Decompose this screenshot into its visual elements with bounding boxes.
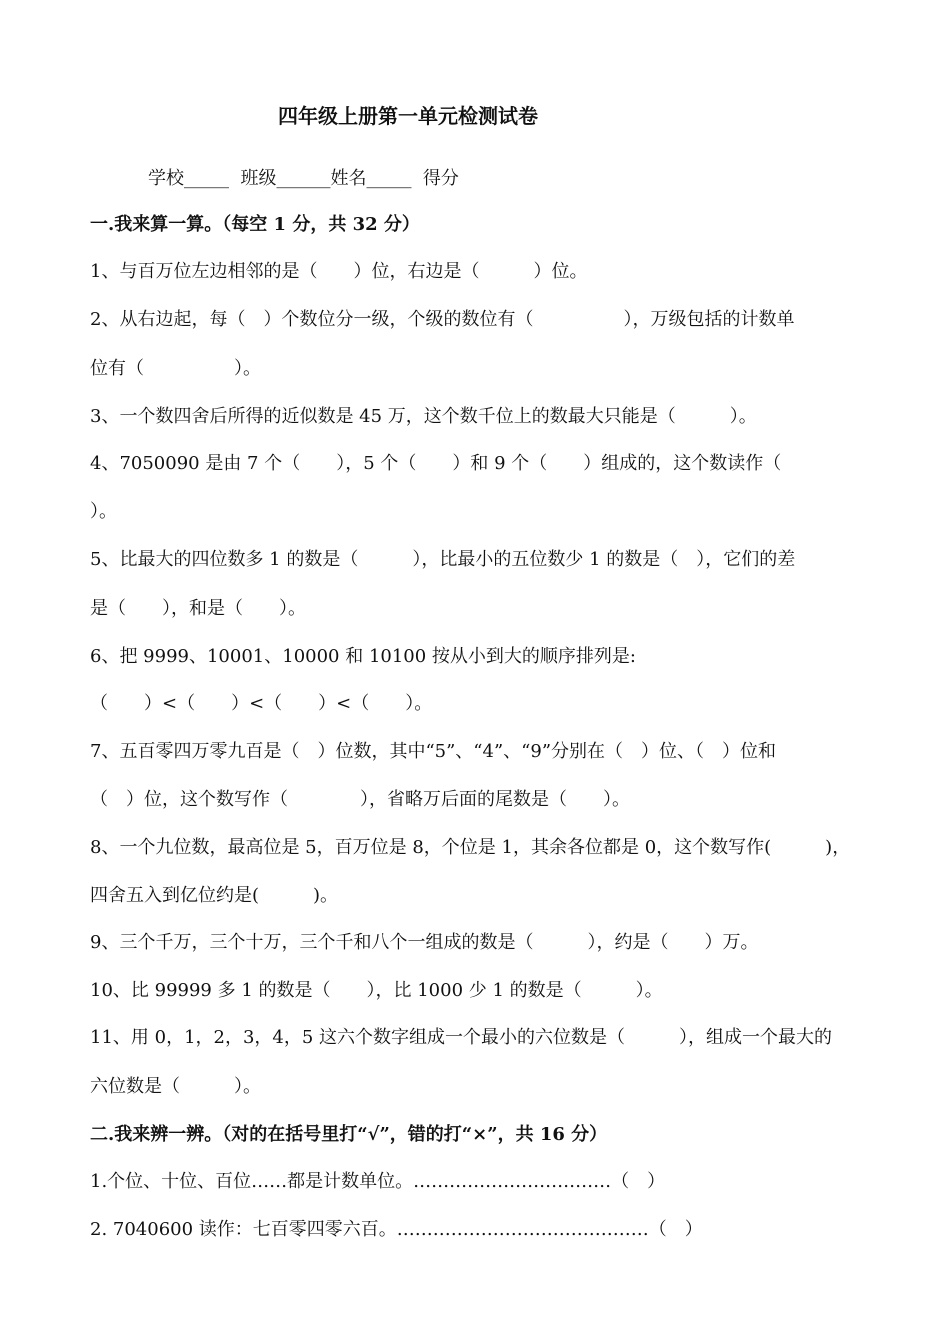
- class-label: 班级: [240, 168, 277, 189]
- question-line: 3、一个数四舍后所得的近似数是 45 万，这个数千位上的数最大只能是（ ）。: [90, 406, 757, 427]
- question-line: 1、与百万位左边相邻的是（ ）位，右边是（ ）位。: [90, 261, 588, 282]
- question-line: ）。: [90, 501, 117, 522]
- header-fields: [148, 167, 459, 191]
- question-line: （ ）<（ ）<（ ）<（ ）。: [90, 693, 433, 714]
- question-line: 5、比最大的四位数多 1 的数是（ ），比最小的五位数少 1 的数是（ ），它们的差: [90, 549, 796, 570]
- question-line: 11、用 0，1，2，3，4，5 这六个数字组成一个最小的六位数是（ ），组成一个最大的: [90, 1027, 833, 1048]
- question-line: 4、7050090 是由 7 个（ ），5 个（ ）和 9 个（ ）组成的，这个数读作（: [90, 453, 782, 474]
- score-label: 得分: [422, 168, 459, 189]
- school-blank: _____: [184, 168, 241, 189]
- question-line: 六位数是（ ）。: [90, 1076, 261, 1097]
- judge-line: 1.个位、十位、百位……都是计数单位。……………………………（ ）: [90, 1171, 666, 1192]
- question-line: 6、把 9999、10001、10000 和 10100 按从小到大的顺序排列是:: [90, 646, 636, 667]
- question-line: 位有（ ）。: [90, 358, 261, 379]
- question-line: 2、从右边起，每（ ）个数位分一级，个级的数位有（ ），万级包括的计数单: [90, 309, 795, 330]
- question-line: 9、三个千万，三个十万，三个千和八个一组成的数是（ ），约是（ ）万。: [90, 932, 759, 953]
- judge-line: 2. 7040600 读作：七百零四零六百。……………………………………（ ）: [90, 1219, 703, 1240]
- school-label: 学校: [148, 168, 184, 189]
- question-line: 8、一个九位数，最高位是 5，百万位是 8，个位是 1，其余各位都是 0，这个数写作( )，: [90, 837, 851, 858]
- name-blank: _____: [366, 168, 423, 189]
- name-label: 姓名: [330, 168, 367, 189]
- page-title: 四年级上册第一单元检测试卷: [278, 104, 538, 128]
- question-line: 是（ ），和是（ ）。: [90, 598, 306, 619]
- class-blank: ______: [276, 168, 331, 189]
- question-line: 四舍五入到亿位约是( )。: [90, 885, 339, 906]
- question-line: （ ）位，这个数写作（ ），省略万后面的尾数是（ ）。: [90, 789, 630, 810]
- section1-heading: 一.我来算一算。（每空 1 分，共 32 分）: [90, 214, 420, 235]
- section2-heading: 二.我来辨一辨。（对的在括号里打“√”，错的打“×”，共 16 分）: [90, 1124, 608, 1145]
- question-line: 7、五百零四万零九百是（ ）位数，其中“5”、“4”、“9”分别在（ ）位、（ ）位和: [90, 741, 777, 762]
- question-line: 10、比 99999 多 1 的数是（ ），比 1000 少 1 的数是（ ）。: [90, 980, 663, 1001]
